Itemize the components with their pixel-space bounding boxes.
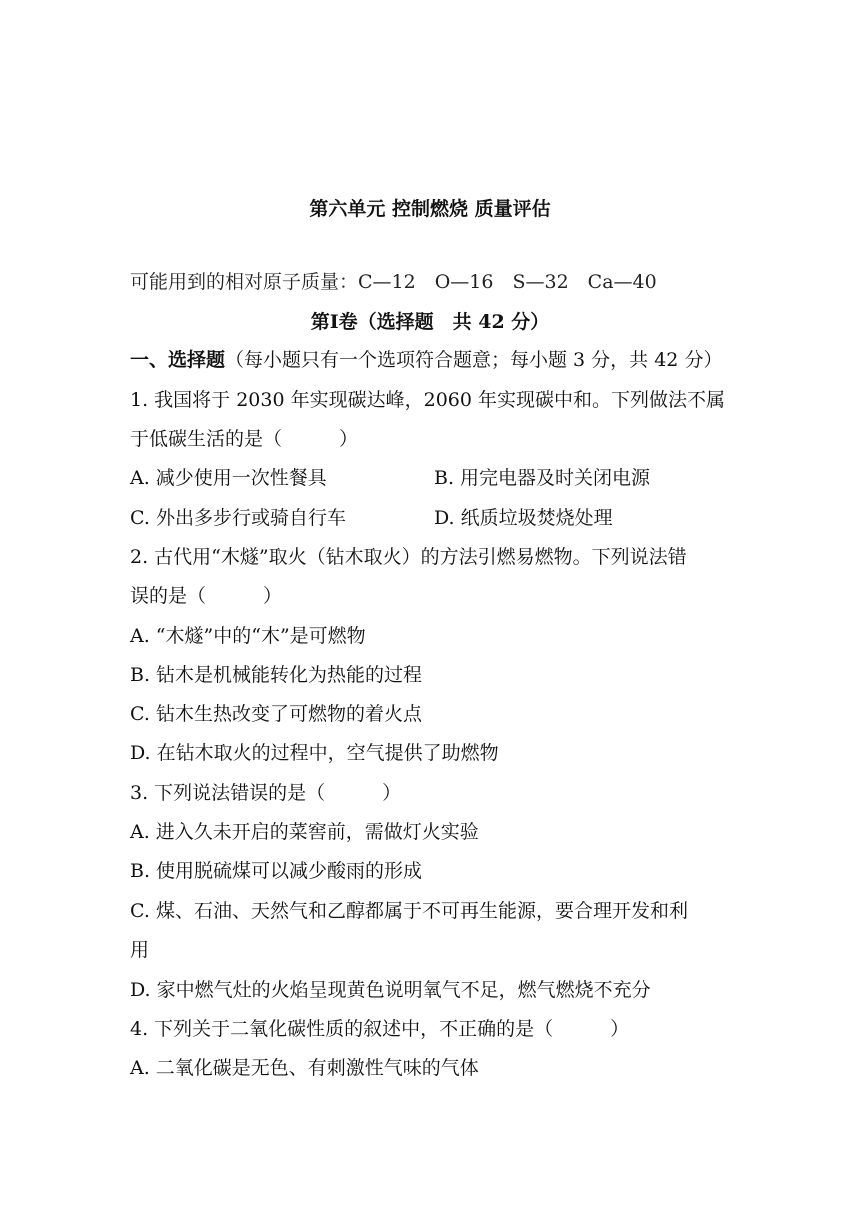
question-4-stem: 4. 下列关于二氧化碳性质的叙述中，不正确的是（ ） bbox=[130, 1018, 630, 1040]
question-3-option-c-line2: 用 bbox=[130, 939, 150, 961]
question-4-option-a: A. 二氧化碳是无色、有刺激性气味的气体 bbox=[130, 1057, 479, 1079]
question-3-option-b: B. 使用脱硫煤可以减少酸雨的形成 bbox=[130, 860, 423, 882]
section-heading bbox=[130, 347, 735, 373]
question-3-option-c-line1: C. 煤、石油、天然气和乙醇都属于不可再生能源，要合理开发和利 bbox=[130, 900, 688, 922]
section-heading-label: 一、选择题 bbox=[130, 349, 226, 371]
question-2-option-d: D. 在钻木取火的过程中，空气提供了助燃物 bbox=[130, 742, 499, 764]
volume-heading: 第Ⅰ卷（选择题 共 42 分） bbox=[310, 311, 550, 333]
question-2-option-a: A. “木燧”中的“木”是可燃物 bbox=[130, 625, 366, 647]
question-2-stem-line2: 误的是（ ） bbox=[130, 585, 283, 607]
question-1-stem-line2: 于低碳生活的是（ ） bbox=[130, 428, 359, 450]
question-3-option-d: D. 家中燃气灶的火焰呈现黄色说明氧气不足，燃气燃烧不充分 bbox=[130, 979, 651, 1001]
page-title: 第六单元 控制燃烧 质量评估 bbox=[309, 198, 551, 220]
question-3-stem: 3. 下列说法错误的是（ ） bbox=[130, 782, 402, 804]
question-1-option-a: A. 减少使用一次性餐具 bbox=[130, 467, 327, 489]
question-2-stem-line1: 2. 古代用“木燧”取火（钻木取火）的方法引燃易燃物。下列说法错 bbox=[130, 546, 687, 568]
question-2-option-b: B. 钻木是机械能转化为热能的过程 bbox=[130, 664, 423, 686]
question-1-option-c: C. 外出多步行或骑自行车 bbox=[130, 507, 346, 529]
question-1-stem-line1: 1. 我国将于 2030 年实现碳达峰，2060 年实现碳中和。下列做法不属 bbox=[130, 389, 725, 411]
question-3-option-a: A. 进入久未开启的菜窖前，需做灯火实验 bbox=[130, 821, 479, 843]
question-2-option-c: C. 钻木生热改变了可燃物的着火点 bbox=[130, 703, 422, 725]
section-heading-note: （每小题只有一个选项符合题意；每小题 3 分，共 42 分） bbox=[225, 349, 723, 371]
question-1-option-d: D. 纸质垃圾焚烧处理 bbox=[434, 507, 613, 529]
question-1-option-b: B. 用完电器及时关闭电源 bbox=[434, 467, 651, 489]
relative-atomic-masses: 可能用到的相对原子质量：C—12 O—16 S—32 Ca—40 bbox=[130, 271, 657, 293]
